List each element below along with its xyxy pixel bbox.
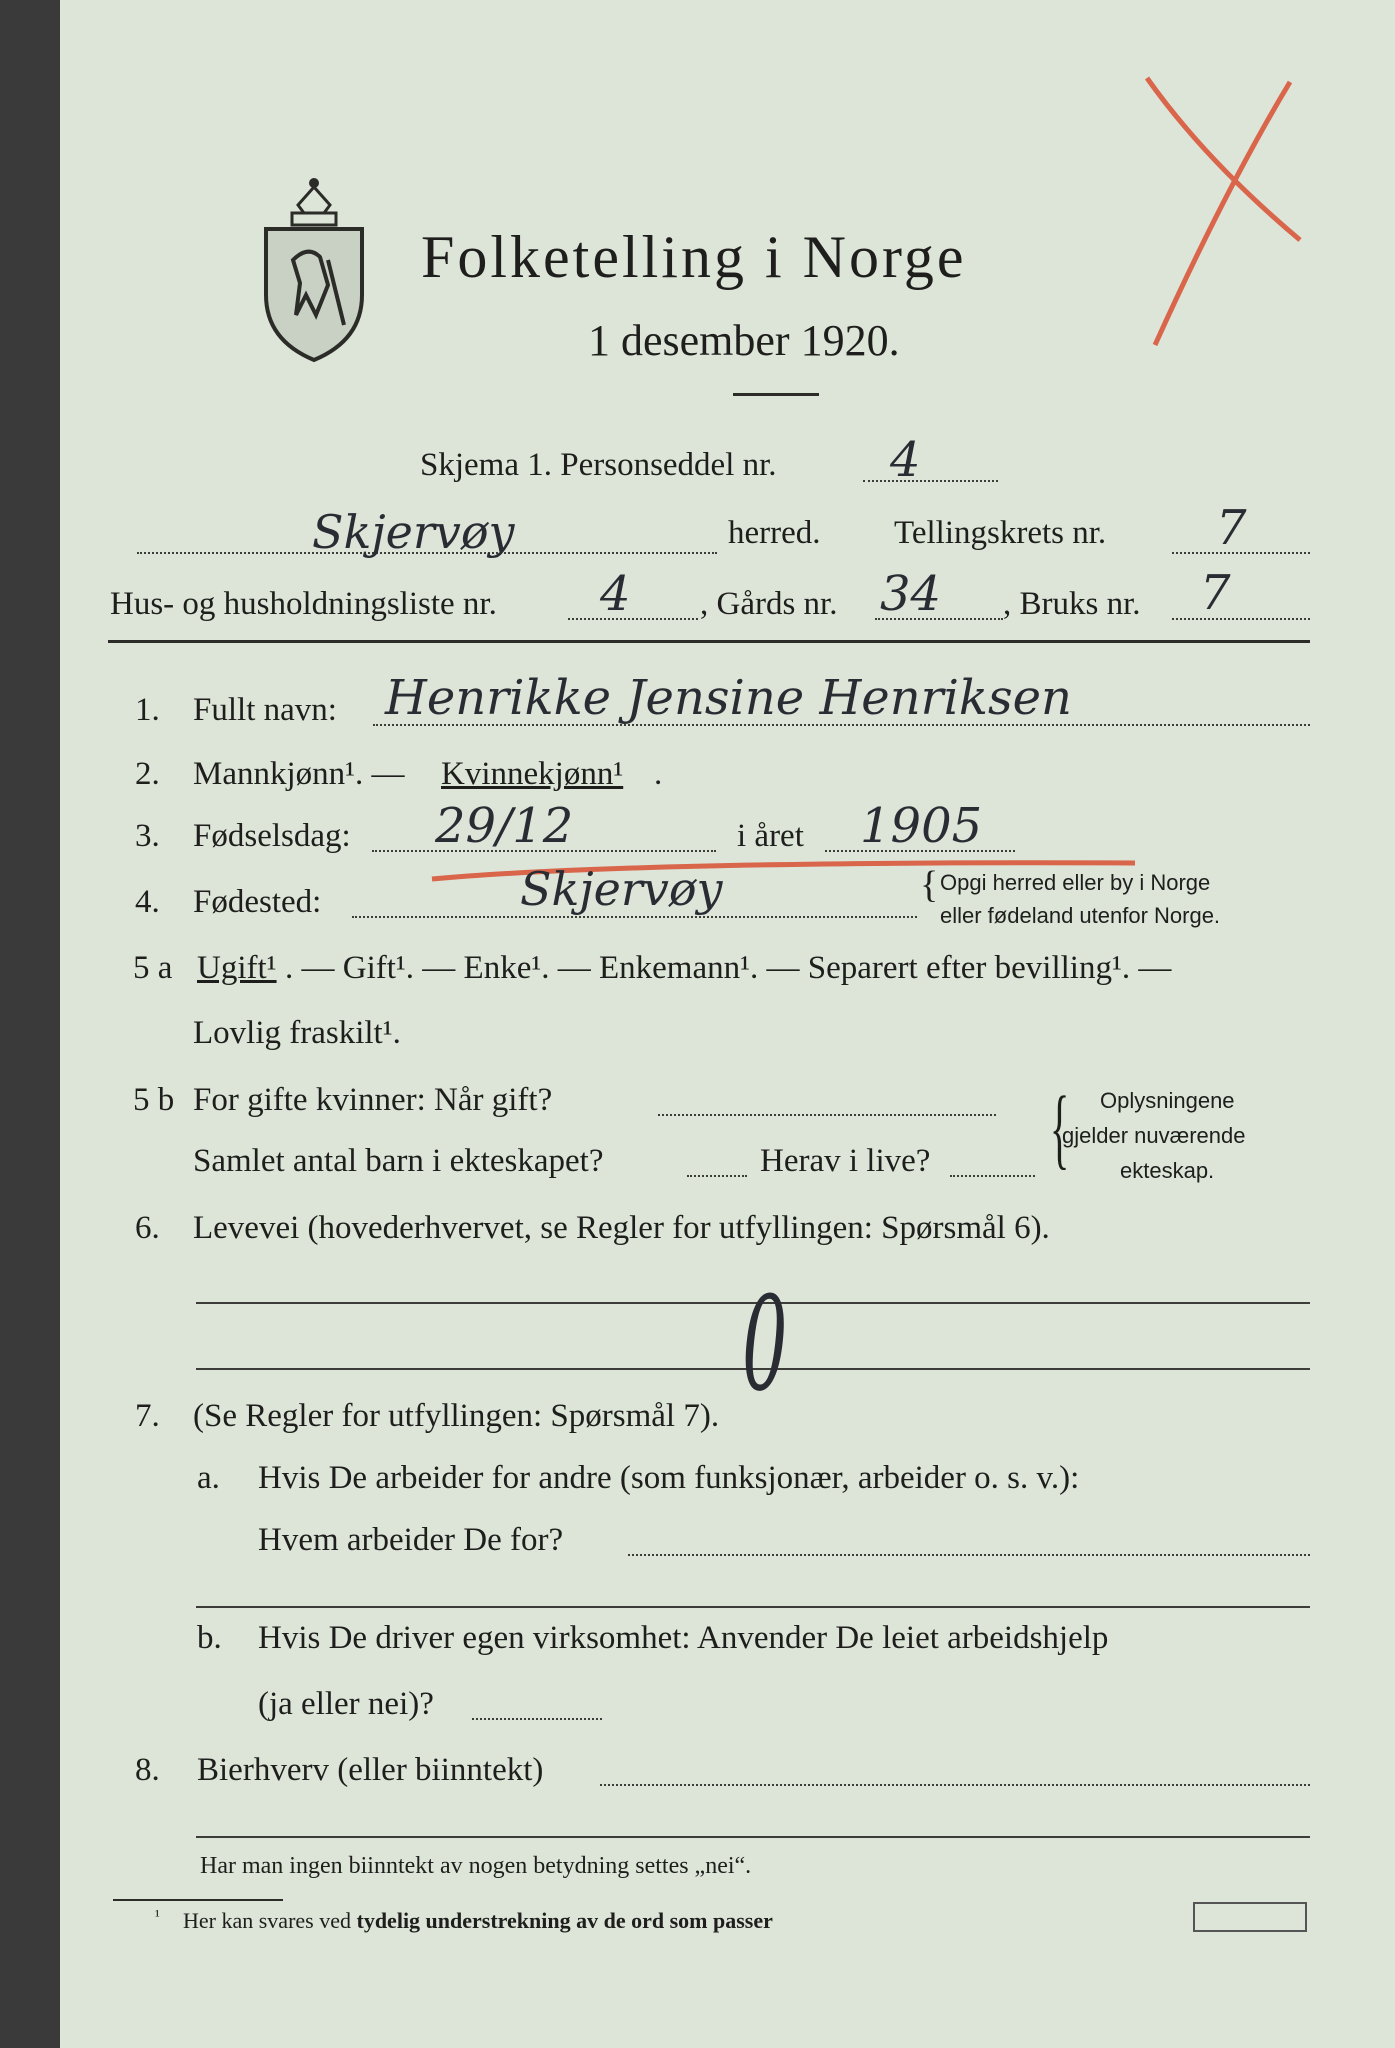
employer-line-2[interactable] <box>196 1606 1310 1608</box>
q1-label: Fullt navn: <box>193 692 337 728</box>
q5a-number: 5 a <box>133 950 173 986</box>
q8-number: 8. <box>135 1752 160 1788</box>
q5b-children-label: Samlet antal barn i ekteskapet? <box>193 1143 604 1179</box>
employer-field[interactable] <box>628 1554 1310 1556</box>
q4-label: Fødested: <box>193 884 322 920</box>
q4-note-line1: Opgi herred eller by i Norge <box>940 870 1211 895</box>
q4-note-brace: { <box>920 864 939 906</box>
q7b-letter: b. <box>197 1620 222 1656</box>
q5b-label: For gifte kvinner: Når gift? <box>193 1082 553 1118</box>
q7a-letter: a. <box>197 1460 220 1496</box>
full-name-value: Henrikke Jensine Henriksen <box>385 670 1072 726</box>
footnote-text-b: tydelig understrekning av de ord som passer <box>356 1908 773 1933</box>
q7a-question: Hvem arbeider De for? <box>258 1522 564 1558</box>
q4-note-line2: eller fødeland utenfor Norge. <box>940 903 1221 928</box>
q5a-other-options[interactable]: . — Gift¹. — Enke¹. — Enkemann¹. — Separert efter bevilling¹. — <box>285 950 1172 986</box>
bruks-label: , Bruks nr. <box>1003 586 1141 622</box>
birthplace-value: Skjervøy <box>520 862 723 916</box>
gards-label: , Gårds nr. <box>700 586 838 622</box>
q7b-text: Hvis De driver egen virksomhet: Anvender De leiet arbeidshjelp <box>258 1620 1109 1656</box>
income-note: Har man ingen biinntekt av nogen betydning settes „nei“. <box>200 1853 752 1879</box>
gards-number: 34 <box>880 566 942 622</box>
printer-stamp <box>1193 1902 1307 1932</box>
footnote-divider <box>113 1899 283 1901</box>
birth-year-value: 1905 <box>860 798 983 854</box>
children-field[interactable] <box>687 1175 747 1177</box>
personseddel-number: 4 <box>890 432 921 488</box>
birthplace-field[interactable] <box>352 916 917 918</box>
q5a-ugift-option[interactable]: Ugift¹ <box>197 950 277 986</box>
census-date: 1 desember 1920. <box>588 316 900 365</box>
q8-label: Bierhverv (eller biinntekt) <box>197 1752 544 1788</box>
q5b-number: 5 b <box>133 1082 175 1118</box>
q5b-alive-label: Herav i live? <box>760 1143 931 1179</box>
side-income-field[interactable] <box>600 1784 1310 1786</box>
red-cross-mark <box>1135 70 1305 350</box>
q7-label: (Se Regler for utfyllingen: Spørsmål 7). <box>193 1398 720 1434</box>
q5b-note-line3: ekteskap. <box>1120 1158 1215 1183</box>
bruks-field[interactable] <box>1172 618 1310 620</box>
side-income-line-2[interactable] <box>196 1836 1310 1838</box>
q5b-note-brace: { <box>1049 1079 1070 1178</box>
q6-label: Levevei (hovederhvervet, se Regler for utfyllingen: Spørsmål 6). <box>193 1210 1050 1246</box>
footnote-mark: ¹ <box>155 1908 160 1925</box>
tellingskrets-number: 7 <box>1216 500 1247 556</box>
skjema-label: Skjema 1. Personseddel nr. <box>420 447 777 483</box>
q5a-fraskilt-option[interactable]: Lovlig fraskilt¹. <box>193 1015 401 1051</box>
coat-of-arms-icon <box>258 165 370 365</box>
form-title: Folketelling i Norge <box>421 224 967 290</box>
q2-female-option[interactable]: Kvinnekjønn¹ <box>441 756 624 792</box>
q7a-text: Hvis De arbeider for andre (som funksjonær, arbeider o. s. v.): <box>258 1460 1080 1496</box>
herred-name: Skjervøy <box>312 505 515 559</box>
married-date-field[interactable] <box>658 1114 996 1116</box>
hired-help-field[interactable] <box>472 1718 602 1720</box>
q7-number: 7. <box>135 1398 160 1434</box>
personseddel-field[interactable] <box>863 480 998 482</box>
q7b-question: (ja eller nei)? <box>258 1686 434 1722</box>
q2-number: 2. <box>135 756 160 792</box>
footnote-text-a: Her kan svares ved <box>183 1908 357 1933</box>
husliste-number: 4 <box>600 566 631 622</box>
herred-label: herred. <box>728 515 821 551</box>
birthday-value: 29/12 <box>435 798 574 854</box>
q4-number: 4. <box>135 884 160 920</box>
bruks-number: 7 <box>1200 565 1231 621</box>
q5b-note-line1: Oplysningene <box>1100 1088 1235 1113</box>
tellingskrets-label: Tellingskrets nr. <box>894 515 1107 551</box>
q5b-note-line2: gjelder nuværende <box>1062 1123 1246 1148</box>
alive-field[interactable] <box>950 1175 1035 1177</box>
q3-label: Fødselsdag: <box>193 818 351 854</box>
q1-number: 1. <box>135 692 160 728</box>
q3-number: 3. <box>135 818 160 854</box>
year-label: i året <box>737 818 804 854</box>
q2-end: . <box>654 756 663 792</box>
husliste-field[interactable] <box>568 618 698 620</box>
husliste-label: Hus- og husholdningsliste nr. <box>110 586 497 622</box>
title-divider <box>733 393 819 396</box>
q6-number: 6. <box>135 1210 160 1246</box>
section-divider <box>108 640 1310 643</box>
q2-male-option[interactable]: Mannkjønn¹. — <box>193 756 405 792</box>
occupation-code: 0 <box>742 1268 788 1420</box>
footnote-text <box>183 1908 773 1934</box>
